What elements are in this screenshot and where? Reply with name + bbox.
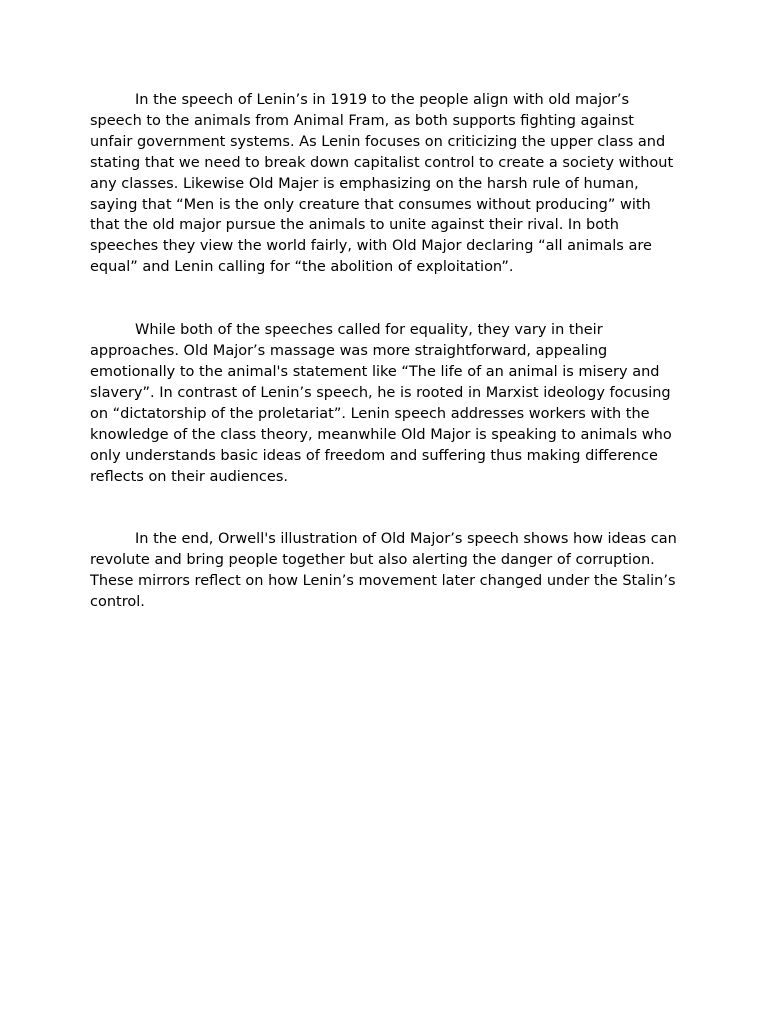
paragraph-2: While both of the speeches called for equality, they vary in their approaches. Old Major’s massage was more straightforward, appealing emotionally to the animal's statement like “The life of an animal is misery and slavery”. In contrast of Lenin’s speech, he is rooted in Marxist ideology focusing on “dictatorship of the proletariat”. Lenin speech addresses workers with the knowledge of the class theory, meanwhile Old Major is speaking to animals who only understands basic ideas of freedom and suffering thus making difference reflects on their audiences. (90, 322, 672, 485)
paragraph-1: In the speech of Lenin’s in 1919 to the people align with old major’s speech to the animals from Animal Fram, as both supports fighting against unfair government systems. As Lenin focuses on criticizing the upper class and stating that we need to break down capitalist control to create a society without any classes. Likewise Old Majer is emphasizing on the harsh rule of human, saying that “Men is the only creature that consumes without producing” with that the old major pursue the animals to unite against their rival. In both speeches they view the world fairly, with Old Major declaring “all animals are equal” and Lenin calling for “the abolition of exploitation”. (90, 92, 674, 276)
paragraph-3: In the end, Orwell's illustration of Old Major’s speech shows how ideas can revolute and bring people together but also alerting the danger of corruption. These mirrors reflect on how Lenin’s movement later changed under the Stalin’s control. (90, 531, 677, 611)
